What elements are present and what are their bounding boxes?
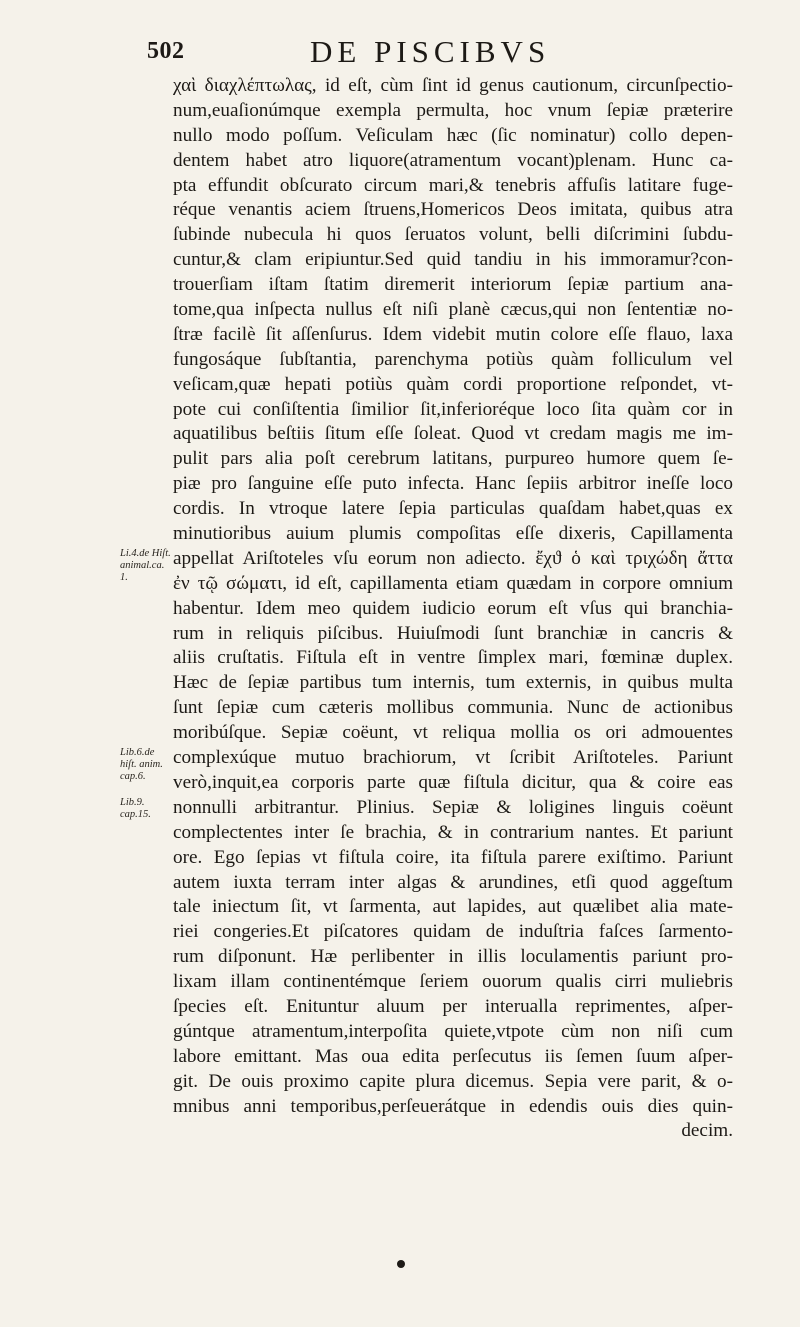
text-line: pote cui conſiſtentia ſimilior ſit,inferioréque loco ſita quàm cor in xyxy=(173,398,733,420)
margin-note: Lib.6.de hiſt. anim. cap.6. xyxy=(120,747,163,783)
text-line: pta effundit obſcurato circum mari,& tenebris affuſis latitare fuge- xyxy=(173,174,733,196)
margin-note: Lib.9. cap.15. xyxy=(120,797,151,821)
text-line: Hæc de ſepiæ partibus tum internis, tum externis, in quibus multa xyxy=(173,672,733,694)
ink-dot xyxy=(397,1260,405,1268)
running-title: DE PISCIBVS xyxy=(310,34,551,69)
margin-note: Li.4.de Hiſt. animal.ca. 1. xyxy=(120,548,171,584)
text-line: appellat Ariſtoteles vſu eorum non adiecto. ἔχϑ ὁ καὶ τριχώδη ἄττα xyxy=(173,547,733,569)
text-line: habentur. Idem meo quidem iudicio eorum eſt vſus qui branchia- xyxy=(173,597,733,619)
text-line: decim. xyxy=(681,1120,733,1142)
text-line: riei congeries.Et piſcatores quidam de induſtria faſces ſarmento- xyxy=(173,921,733,943)
text-line: χαὶ διαχλέπτωλας, id eſt, cùm ſint id genus cautionum, circunſpectio- xyxy=(173,75,733,96)
text-line: rum in reliquis piſcibus. Huiuſmodi ſunt branchiæ in cancris & xyxy=(173,622,733,644)
text-line: minutioribus auium plumis compoſitas eſſe dixeris, Capillamenta xyxy=(173,523,733,545)
text-line: tale iniectum ſit, vt ſarmenta, aut lapides, aut quælibet alia mate- xyxy=(173,896,733,918)
text-line: moribúſque. Sepiæ coëunt, vt reliqua mollia os ori admouentes xyxy=(173,722,733,744)
text-line: aquatilibus beſtiis ſitum eſſe ſoleat. Quod vt credam magis me im- xyxy=(173,423,733,445)
text-line: ἐν τῷ σώματι, id eſt, capillamenta etiam quædam in corpore omnium xyxy=(173,572,733,594)
text-line: num,euaſionúmque exempla permulta, hoc vnum ſepiæ præterire xyxy=(173,99,733,121)
text-line: verò,inquit,ea corporis parte quæ fiſtula dicitur, qua & coire eas xyxy=(173,771,733,793)
text-line: aliis cruſtatis. Fiſtula eſt in ventre ſimplex mari, fœminæ duplex. xyxy=(173,647,733,669)
text-line: ſtræ facilè ſit aſſenſurus. Idem videbit mutin colore eſſe flauo, laxa xyxy=(173,323,733,345)
text-line: ore. Ego ſepias vt fiſtula coire, ita fiſtula parere exiſtimo. Pariunt xyxy=(173,846,733,868)
text-line: cuntur,& clam eripiuntur.Sed quid tandiu in his immoramur?con- xyxy=(173,249,733,271)
text-line: nonnulli arbitrantur. Plinius. Sepiæ & loligines linguis coëunt xyxy=(173,796,733,818)
text-line: lixam illam continentémque ſeriem ouorum qualis cirri muliebris xyxy=(173,971,733,993)
text-line: rum diſponunt. Hæ perlibenter in illis loculamentis pariunt pro- xyxy=(173,946,733,968)
text-line: fungosáque ſubſtantia, parenchyma potiùs quàm folliculum vel xyxy=(173,348,733,370)
text-line: réque venantis aciem ſtruens,Homericos Deos imitata, quibus atra xyxy=(173,199,733,221)
text-line: nullo modo poſſum. Veſiculam hæc (ſic nominatur) collo depen- xyxy=(173,124,733,146)
text-line: pulit pars alia poſt cerebrum latitans, purpureo humore quem ſe- xyxy=(173,448,733,470)
text-line: piæ pro ſanguine eſſe puto infecta. Hanc ſepiis arbitror ineſſe loco xyxy=(173,473,733,495)
text-line: git. De ouis proximo capite plura dicemus. Sepia vere parit, & o- xyxy=(173,1070,733,1092)
body-text xyxy=(173,74,733,1144)
text-line: ſunt ſepiæ cum cæteris mollibus communia. Nunc de actionibus xyxy=(173,697,733,719)
text-line: gúntque atramentum,interpoſita quiete,vtpote cùm non niſi cum xyxy=(173,1020,733,1042)
text-line: dentem habet atro liquore(atramentum vocant)plenam. Hunc ca- xyxy=(173,149,733,171)
text-line: ſubinde nubecula hi quos ſeruatos volunt, belli diſcrimini ſubdu- xyxy=(173,224,733,246)
text-line: complectentes inter ſe brachia, & in contrarium nantes. Et pariunt xyxy=(173,821,733,843)
text-line: ſpecies eſt. Enituntur aluum per interualla reprimentes, aſper- xyxy=(173,995,733,1017)
text-line: autem iuxta terram inter algas & arundines, etſi quod aggeſtum xyxy=(173,871,733,893)
text-line: complexúque mutuo brachiorum, vt ſcribit Ariſtoteles. Pariunt xyxy=(173,747,733,769)
page-number: 502 xyxy=(147,38,185,64)
text-line: cordis. In vtroque latere ſepia particulas quaſdam habet,quas ex xyxy=(173,498,733,520)
text-line: labore emittant. Mas oua edita perſecutus iis ſemen ſuum aſper- xyxy=(173,1045,733,1067)
text-line: tome,qua inſpecta nullus eſt niſi planè cæcus,qui non ſententiæ no- xyxy=(173,299,733,321)
text-line: veſicam,quæ hepati potiùs quàm cordi proportione reſpondet, vt- xyxy=(173,373,733,395)
text-line: trouerſiam iſtam ſtatim diremerit interiorum ſepiæ partium ana- xyxy=(173,274,733,296)
text-line: mnibus anni temporibus,perſeuerátque in edendis ouis dies quin- xyxy=(173,1095,733,1117)
